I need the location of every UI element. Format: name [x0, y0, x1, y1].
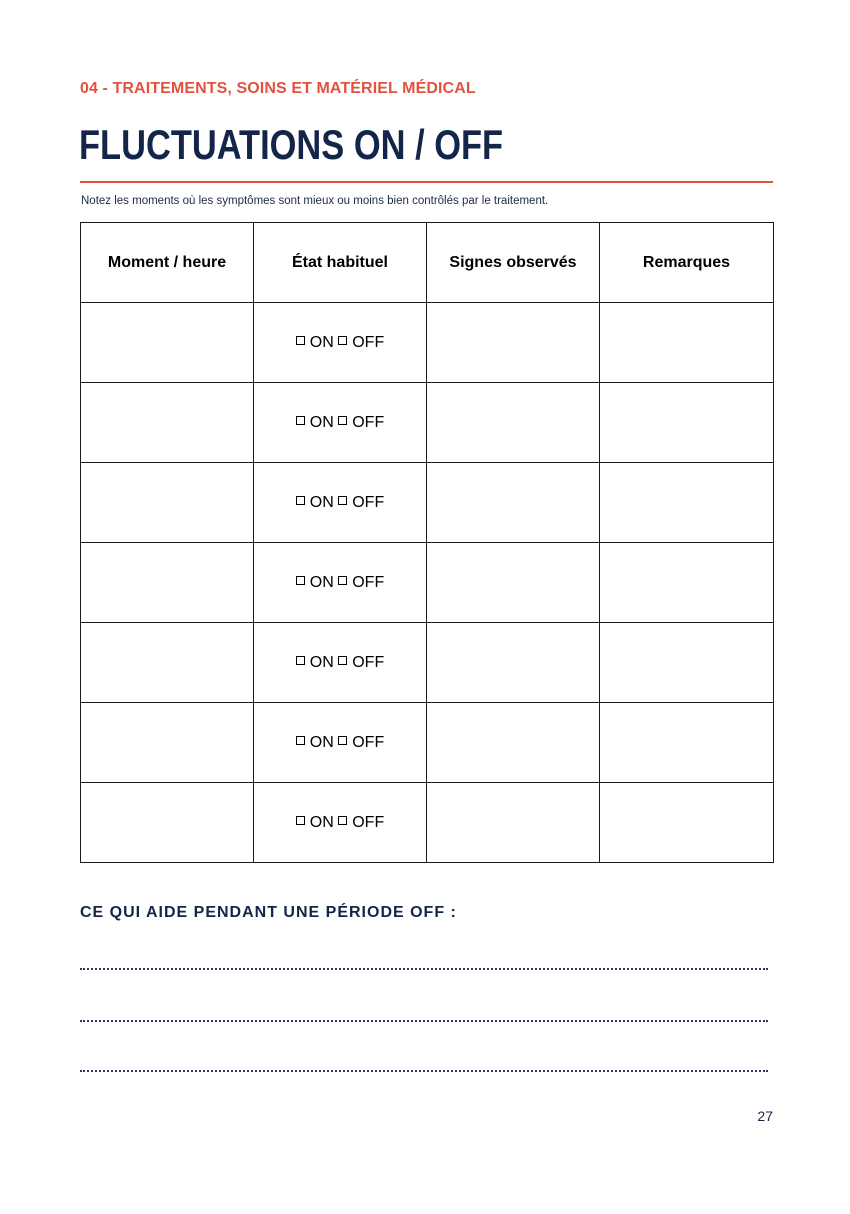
off-option[interactable]	[338, 334, 384, 351]
on-label: ON	[309, 413, 334, 431]
remarques-cell[interactable]	[600, 463, 774, 543]
off-label: OFF	[352, 813, 385, 831]
on-option[interactable]	[296, 654, 334, 671]
state-cell	[254, 783, 427, 863]
table-row	[81, 463, 774, 543]
column-header-moment: Moment / heure	[81, 223, 254, 303]
signes-cell[interactable]	[427, 783, 600, 863]
checkbox-icon[interactable]	[338, 496, 347, 505]
on-label: ON	[309, 733, 334, 751]
moment-cell[interactable]	[81, 543, 254, 623]
on-label: ON	[309, 573, 334, 591]
checkbox-icon[interactable]	[338, 576, 347, 585]
on-option[interactable]	[296, 574, 334, 591]
section-label: 04 - TRAITEMENTS, SOINS ET MATÉRIEL MÉDICAL	[80, 80, 476, 97]
on-label: ON	[309, 493, 334, 511]
moment-cell[interactable]	[81, 623, 254, 703]
moment-cell[interactable]	[81, 703, 254, 783]
title-divider	[80, 181, 773, 183]
checkbox-icon[interactable]	[296, 656, 305, 665]
table-row	[81, 703, 774, 783]
table-body	[81, 303, 774, 863]
on-option[interactable]	[296, 494, 334, 511]
checkbox-icon[interactable]	[296, 496, 305, 505]
checkbox-icon[interactable]	[296, 336, 305, 345]
on-label: ON	[309, 653, 334, 671]
off-option[interactable]	[338, 494, 384, 511]
remarques-cell[interactable]	[600, 703, 774, 783]
remarques-cell[interactable]	[600, 783, 774, 863]
off-label: OFF	[352, 413, 385, 431]
table-row	[81, 543, 774, 623]
moment-cell[interactable]	[81, 303, 254, 383]
off-option[interactable]	[338, 734, 384, 751]
checkbox-icon[interactable]	[296, 416, 305, 425]
moment-cell[interactable]	[81, 463, 254, 543]
fluctuations-table	[80, 222, 774, 863]
intro-text: Notez les moments où les symptômes sont mieux ou moins bien contrôlés par le traitement.	[81, 195, 549, 207]
state-cell	[254, 703, 427, 783]
on-option[interactable]	[296, 414, 334, 431]
off-label: OFF	[352, 493, 385, 511]
table-row	[81, 383, 774, 463]
table-row	[81, 303, 774, 383]
on-option[interactable]	[296, 814, 334, 831]
writing-line[interactable]	[80, 1070, 768, 1072]
signes-cell[interactable]	[427, 383, 600, 463]
off-label: OFF	[352, 333, 385, 351]
off-option[interactable]	[338, 414, 384, 431]
checkbox-icon[interactable]	[296, 736, 305, 745]
on-option[interactable]	[296, 734, 334, 751]
moment-cell[interactable]	[81, 783, 254, 863]
signes-cell[interactable]	[427, 463, 600, 543]
checkbox-icon[interactable]	[338, 416, 347, 425]
checkbox-icon[interactable]	[296, 816, 305, 825]
off-option[interactable]	[338, 654, 384, 671]
signes-cell[interactable]	[427, 703, 600, 783]
page-number: 27	[757, 1108, 773, 1124]
off-label: OFF	[352, 653, 385, 671]
state-cell	[254, 463, 427, 543]
signes-cell[interactable]	[427, 303, 600, 383]
remarques-cell[interactable]	[600, 543, 774, 623]
on-label: ON	[309, 813, 334, 831]
checkbox-icon[interactable]	[338, 656, 347, 665]
state-cell	[254, 623, 427, 703]
signes-cell[interactable]	[427, 623, 600, 703]
writing-line[interactable]	[80, 968, 768, 970]
column-header-signes: Signes observés	[427, 223, 600, 303]
writing-line[interactable]	[80, 1020, 768, 1022]
moment-cell[interactable]	[81, 383, 254, 463]
state-cell	[254, 303, 427, 383]
checkbox-icon[interactable]	[296, 576, 305, 585]
table-row	[81, 783, 774, 863]
help-heading: CE QUI AIDE PENDANT UNE PÉRIODE OFF :	[80, 904, 457, 921]
state-cell	[254, 543, 427, 623]
page-title: FLUCTUATIONS ON / OFF	[79, 121, 504, 168]
remarques-cell[interactable]	[600, 623, 774, 703]
off-label: OFF	[352, 733, 385, 751]
signes-cell[interactable]	[427, 543, 600, 623]
remarques-cell[interactable]	[600, 303, 774, 383]
checkbox-icon[interactable]	[338, 336, 347, 345]
on-option[interactable]	[296, 334, 334, 351]
off-option[interactable]	[338, 574, 384, 591]
column-header-remarques: Remarques	[600, 223, 774, 303]
checkbox-icon[interactable]	[338, 736, 347, 745]
off-label: OFF	[352, 573, 385, 591]
state-cell	[254, 383, 427, 463]
checkbox-icon[interactable]	[338, 816, 347, 825]
off-option[interactable]	[338, 814, 384, 831]
column-header-etat: État habituel	[254, 223, 427, 303]
table-row	[81, 623, 774, 703]
remarques-cell[interactable]	[600, 383, 774, 463]
on-label: ON	[309, 333, 334, 351]
table-header-row	[81, 223, 774, 303]
